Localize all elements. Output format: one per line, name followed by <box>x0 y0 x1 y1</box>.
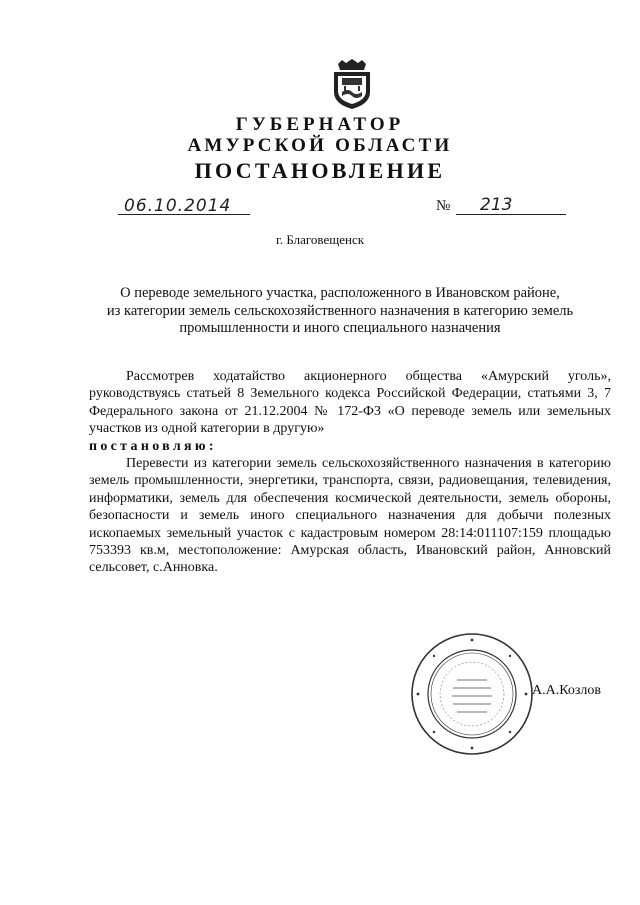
subject-line: промышленности и иного специального назначения <box>179 320 501 336</box>
subject-line: О переводе земельного участка, расположенного в Ивановском районе, <box>120 285 560 301</box>
document-type-title: ПОСТАНОВЛЕНИЕ <box>194 158 446 183</box>
decree-word: постановляю: <box>89 438 217 454</box>
preamble-paragraph: Рассмотрев ходатайство акционерного общества «Амурский уголь», руководствуясь статьей 8 Земельного кодекса Российской Федерации, статьями 3, 7 Федерального закона от 21.12.2004 № 172-ФЗ «О переводе земель или земельных участков из одной категории в другую» <box>89 369 611 437</box>
decision-paragraph: Перевести из категории земель сельскохозяйственного назначения в категорию земель промышленности, энергетики, транспорта, связи, радиовещания, телевидения, информатики, земель для обеспечения космической деятельности, земель обороны, безопасности и земель иного специального назначения для добычи полезных ископаемых земельный участок с кадастровым номером 28:14:011107:159 площадью 753393 кв.м, местоположение: Амурская область, Ивановский район, Анновский сельсовет, с.Анновка. <box>89 456 611 576</box>
coat-of-arms-icon <box>328 58 376 110</box>
header-governor: ГУБЕРНАТОР <box>235 114 405 135</box>
document-date: 06.10.2014 <box>124 196 232 216</box>
subject-line: из категории земель сельскохозяйственного назначения в категорию земель <box>106 302 574 319</box>
official-seal-icon <box>410 632 534 756</box>
document-subject <box>80 285 600 338</box>
document-number: 213 <box>480 195 513 215</box>
header-region: АМУРСКОЙ ОБЛАСТИ <box>187 135 453 156</box>
city-name: г. Благовещенск <box>275 232 365 247</box>
signatory-name: А.А.Козлов <box>532 683 601 698</box>
number-label: № <box>436 198 451 214</box>
document-body <box>89 368 611 577</box>
